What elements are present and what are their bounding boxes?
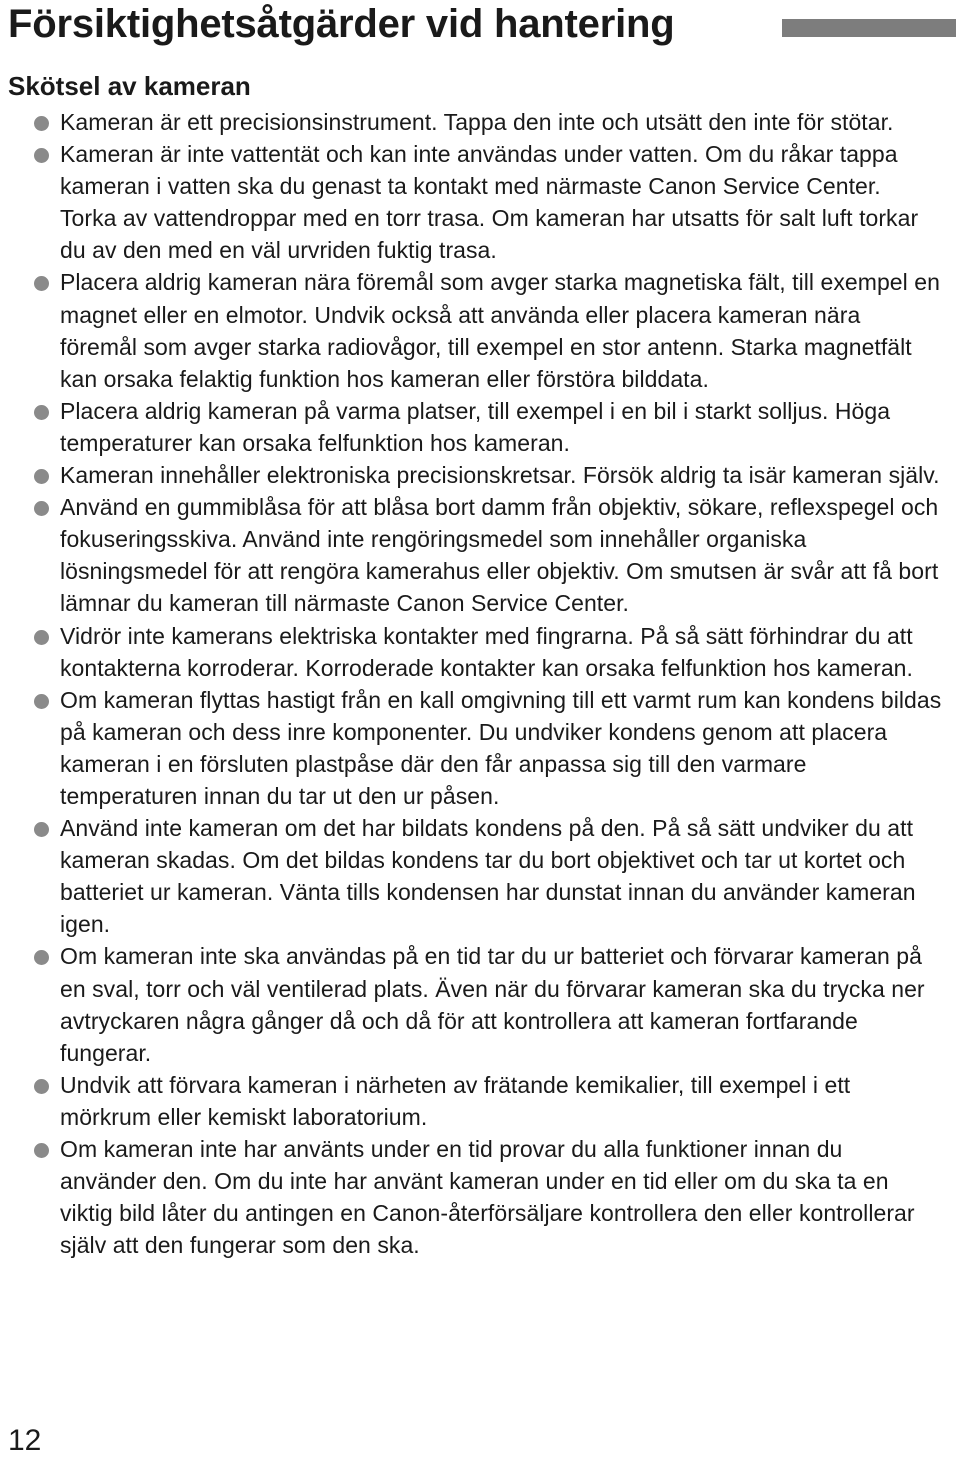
bullet-icon <box>34 694 49 709</box>
list-item <box>0 491 960 619</box>
list-item-text: Kameran innehåller elektroniska precisionskretsar. Försök aldrig ta isär kameran själv. <box>60 462 940 489</box>
list-item-text: Placera aldrig kameran på varma platser, till exempel i en bil i starkt solljus. Höga temperaturer kan orsaka felfunktion hos kameran. <box>60 397 891 456</box>
bullet-icon <box>34 630 49 645</box>
section-heading: Skötsel av kameran <box>8 71 251 101</box>
list-item <box>0 395 960 459</box>
list-item <box>0 812 960 940</box>
list-item-text: Vidrör inte kamerans elektriska kontakter med fingrarna. På så sätt förhindrar du att kontakterna korroderar. Korroderade kontakter kan orsaka felfunktion hos kameran. <box>60 622 913 681</box>
list-item-text: Om kameran inte ska användas på en tid tar du ur batteriet och förvarar kameran på en sval, torr och väl ventilerad plats. Även när du förvarar kameran ska du trycka ner avtryckaren några gånger då och då för att kontrollera att kameran fortfarande fungerar. <box>60 943 925 1066</box>
list-item-text: Kameran är ett precisionsinstrument. Tappa den inte och utsätt den inte för stötar. <box>60 109 894 135</box>
list-item <box>0 620 960 684</box>
list-item <box>0 106 960 138</box>
bullet-icon <box>34 950 49 965</box>
list-item <box>0 1133 960 1261</box>
list-item <box>0 1069 960 1133</box>
list-item <box>0 684 960 812</box>
bullet-icon <box>34 1079 49 1094</box>
list-item-text: Använd en gummiblåsa för att blåsa bort damm från objektiv, sökare, reflexspegel och fokuseringsskiva. Använd inte rengöringsmedel som innehåller organiska lösningsmedel för att rengöra kamerahus eller objektiv. Om smutsen är svår att få bort lämnar du kameran till närmaste Canon Service Center. <box>60 494 939 617</box>
bullet-icon <box>34 116 49 131</box>
list-item-text: Om kameran flyttas hastigt från en kall omgivning till ett varmt rum kan kondens bildas på kameran och dess inre komponenter. Du undviker kondens genom att placera kameran i en försluten plastpåse där den får anpassa sig till den varmare temperaturen innan du tar ut den ur påsen. <box>60 686 942 809</box>
bullet-icon <box>34 822 49 837</box>
list-item <box>0 266 960 394</box>
bullet-icon <box>34 148 49 163</box>
list-item-text: Använd inte kameran om det har bildats kondens på den. På så sätt undviker du att kameran skadas. Om det bildas kondens tar du bort objektivet och tar ut kortet och batteriet ur kameran. Vänta tills kondensen har dunstat innan du använder kameran igen. <box>60 815 916 938</box>
bullet-icon <box>34 276 49 291</box>
list-item-text: Placera aldrig kameran nära föremål som avger starka magnetiska fält, till exempel en magnet eller en elmotor. Undvik också att använda eller placera kameran nära föremål som avger starka radiovågor, till exempel en stor antenn. Starka magnetfält kan orsaka felaktig funktion hos kameran eller förstöra bilddata. <box>60 269 940 392</box>
list-item-text: Kameran är inte vattentät och kan inte användas under vatten. Om du råkar tappa kameran i vatten ska du genast ta kontakt med närmaste Canon Service Center. Torka av vattendroppar med en torr trasa. Om kameran har utsatts för salt luft torkar du av den med en väl urvriden fuktig trasa. <box>60 141 919 264</box>
bullet-icon <box>34 405 49 420</box>
bullet-icon <box>34 469 49 484</box>
bullet-icon <box>34 501 49 516</box>
list-item-text: Om kameran inte har använts under en tid provar du alla funktioner innan du använder den. Om du inte har använt kameran under en tid eller om du ska ta en viktig bild låter du antingen en Canon-återförsäljare kontrollera den eller kontrollerar själv att den fungerar som den ska. <box>60 1136 915 1259</box>
list-item <box>0 459 960 491</box>
bullet-icon <box>34 1143 49 1158</box>
page-number: 12 <box>8 1424 42 1457</box>
page-title: Försiktighetsåtgärder vid hantering <box>8 2 675 46</box>
list-item <box>0 138 960 266</box>
list-item <box>0 940 960 1068</box>
list-item-text: Undvik att förvara kameran i närheten av frätande kemikalier, till exempel i ett mörkrum eller kemiskt laboratorium. <box>60 1071 851 1130</box>
precautions-list <box>0 106 960 1261</box>
title-decoration-bar <box>782 19 956 37</box>
